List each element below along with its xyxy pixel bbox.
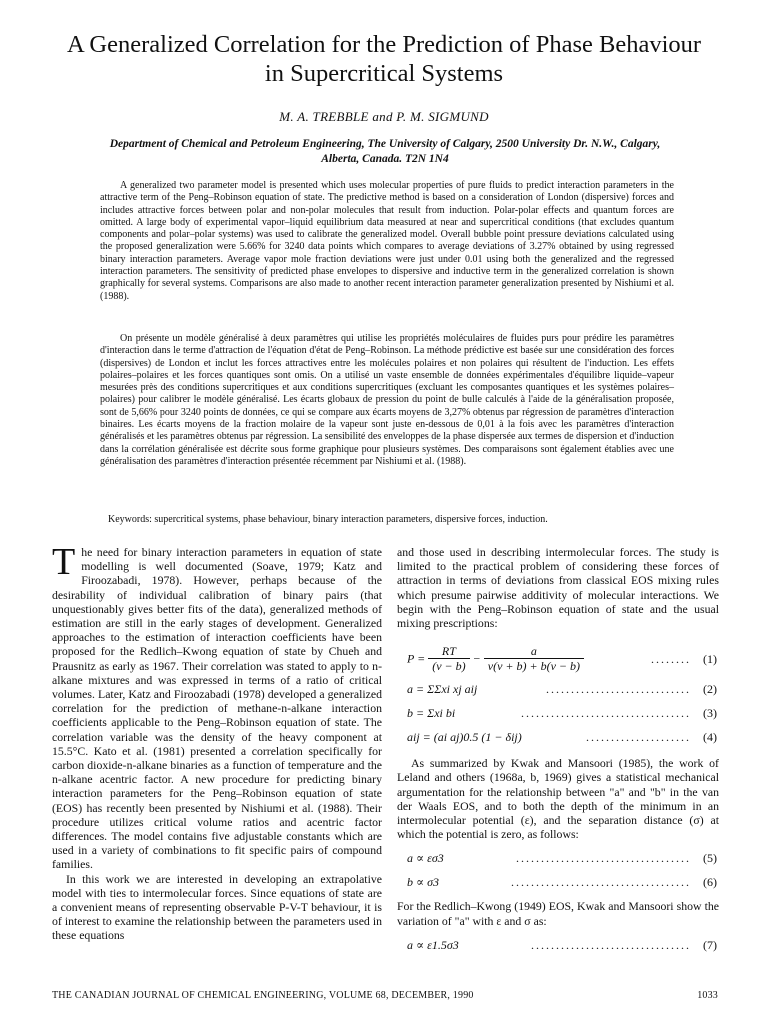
eq1-numerator-1: RT [428,644,469,659]
keywords: Keywords: supercritical systems, phase behaviour, binary interaction parameters, dispersive forces, induction. [108,514,548,525]
eq7-number: (7) [703,937,717,952]
right-column [397,545,719,958]
intro-text: he need for binary interaction parameters in equation of state modelling is well documented (Soave, 1979; Katz and Firoozabadi, 1978). However, perhaps because of the desirability of individual calibration of binary pairs (that unquestionably gives better fits of the data), generalized methods of estimation are still in the early stages of development. Generalized approaches to the estimation of interaction coefficients have been proposed for the Redlich–Kwong equation of state by Chueh and Prausnitz as early as 1967. Their correlation was stated to apply to n-alkane mixtures and was expressed in terms of a ratio of critical volumes. Later, Katz and Firoozabadi (1978) developed a generalized correlation for the prediction of methane-n-alkane interaction coefficients applicable to the Peng–Robinson equation of state. The correlation variable was the density of the heavy component at 15.5°C. Kato et al. (1981) presented a correlation specifically for carbon dioxide-n-alkane binaries as a function of temperature and the n-alkane acentric factor. A new procedure for predicting binary interaction parameters for the Peng–Robinson equation of state (EOS) has recently been presented by Nishiumi et al. (1988). Their procedure utilizes critical volume ratios and acentric factor differences. The model contains five adjustable constants which are used in a variety of combinations to fit specific pairs of compound families. [52,545,382,872]
left-column [52,541,382,943]
eq1-number: (1) [703,652,717,667]
equation-3 [397,702,719,726]
eq3-number: (3) [703,706,717,721]
eq1-fraction-1 [428,644,469,673]
eq5-text: a ∝ εσ3 [407,851,444,866]
eq6-dots: .................................... [511,875,691,890]
affiliation-line-2: Alberta, Canada. T2N 1N4 [321,153,449,165]
equation-7 [397,934,719,958]
paper-title [0,30,768,88]
drop-cap: T [52,541,76,583]
eq4-number: (4) [703,730,717,745]
right-paragraph-2: As summarized by Kwak and Mansoori (1985), the work of Leland and others (1968a, b, 1969) gives a statistical mechanical argumentation for the relationship between "a" and "b" in the van der Waals EOS, and to both the depth of the minimum in an intermolecular potential (ε), and the separation distance (σ) at which the potential is zero, as follows: [397,756,719,842]
eq7-text: a ∝ ε1.5σ3 [407,937,459,952]
eq3-dots: .................................. [521,706,691,721]
eq1-denominator-2: v(v + b) + b(v − b) [487,659,581,674]
eq2-text: a = ΣΣxi xj aij [407,682,478,697]
eq2-number: (2) [703,682,717,697]
eq6-text: b ∝ σ3 [407,875,440,890]
eq6-number: (6) [703,875,717,890]
left-paragraph-2: In this work we are interested in developing an extrapolative model with ties to intermolecular forces. Since equations of state are a convenient means of representing observable P-V-T behaviour, it is of interest to examine the relationship between the parameters used in these equations [52,871,382,943]
affiliation-line-1: Department of Chemical and Petroleum Engineering, The University of Calgary, 2500 University Dr. N.W., Calgary, [109,138,661,150]
equation-1 [397,638,719,678]
title-line-1: A Generalized Correlation for the Prediction of Phase Behaviour [66,31,702,58]
eq1-dots: ........ [651,652,691,667]
equation-4 [397,726,719,750]
abstract-english-text: A generalized two parameter model is presented which uses molecular properties of pure fluids to predict interaction parameters in the attractive term of the Peng–Robinson equation of state. The predictive method is based on a consideration of London (dispersive) forces and includes attractive forces between polar and non-polar molecules that result from induction. Polar-polar effects and quantum forces are omitted. A large body of experimental vapor–liquid equilibrium data measured at near and supercritical conditions (that excludes quantum components and polar–polar systems) was used to calibrate the generalized model. Overall bubble point pressure deviations calculated using the proposed generalization were 5.66% for 3240 data points which compares to average deviations of 3.27% obtained by using regressed binary interaction parameters. Average vapor mole fraction deviations were just under 0.01 using both the generalized and the regressed interaction parameters. The sensitivity of predicted phase envelopes to dispersive and inductive term in the generalized correlation is shown graphically for several systems. Comparisons are also made to another recent interaction parameter generalization presented by Nishiumi et al. (1988). [100,180,674,302]
abstract-french [100,333,674,468]
right-paragraph-3: For the Redlich–Kwong (1949) EOS, Kwak and Mansoori show the variation of "a" with ε and σ as: [397,899,719,928]
eq1-fraction-2 [484,644,584,673]
page-number: 1033 [697,990,718,1001]
eq1-minus: − [472,651,481,666]
equation-2 [397,678,719,702]
eq1-denominator-1: (v − b) [432,659,466,674]
affiliation [52,137,718,167]
journal-footer [52,990,718,1001]
eq1-lhs: P = [407,651,426,666]
equation-5 [397,847,719,871]
equation-6 [397,871,719,895]
eq1-numerator-2: a [484,644,584,659]
eq5-number: (5) [703,851,717,866]
abstract-french-text: On présente un modèle généralisé à deux paramètres qui utilise les propriétés moléculaires de fluides purs pour prédire les paramètres d'interaction dans le terme d'attraction de l'équation d'état de Peng–Robinson. La méthode prédictive est basée sur une considération des forces (dispersives) de London et inclut les forces attractives entre les molécules polaires et non polaires qui résultent de l'induction. Les effets polaires–polaires et les forces quantiques sont omis. On a utilisé un vaste ensemble de données expérimentales d'équilibre liquide–vapeur mesurées près des conditions supercritiques et aux conditions supercritiques (excluant les composantes quantiques et les systèmes polaires–polaires) pour calibrer le modèle généralisé. Les écarts globaux de pression du point de bulle calculés à l'aide de la généralisation proposée, sont de 5,66% pour 3240 points de données, ce qui se compare aux écarts moyens de 3,27% obtenus par régression de paramètres d'interaction binaires. Les écarts moyens de la fraction molaire de la vapeur sont juste en-dessous de 0,01 à la fois avec les paramètres d'interaction généralisés et les paramètres obtenus par régression. La sensibilité des enveloppes de la phase dispersée aux termes de dispersion et d'induction dans la corrélation généralisée est décrite sous forme graphique pour plusieurs systèmes. Des comparaisons sont également établies avec une généralisation des paramètres d'interaction présentée récemment par Nishiumi et al. (1988). [100,333,674,467]
intro-paragraph [52,541,382,872]
eq2-dots: ............................. [546,682,691,697]
eq5-dots: ................................... [516,851,691,866]
authors: M. A. TREBBLE and P. M. SIGMUND [279,109,489,124]
eq4-text: aij = (ai aj)0.5 (1 − δij) [407,730,522,745]
right-paragraph-1: and those used in describing intermolecular forces. The study is limited to the practical problem of considering these forces of attraction in terms of deviations from classical EOS mixing rules which presume pairwise additivity of molecular interactions. We begin with the Peng–Robinson equation of state and the usual mixing prescriptions: [397,545,719,631]
eq7-dots: ................................ [531,937,691,952]
eq4-dots: ..................... [586,730,691,745]
title-line-2: in Supercritical Systems [264,60,504,87]
abstract-english [100,180,674,303]
eq3-text: b = Σxi bi [407,706,456,721]
journal-citation: THE CANADIAN JOURNAL OF CHEMICAL ENGINEERING, VOLUME 68, DECEMBER, 1990 [52,990,474,1001]
